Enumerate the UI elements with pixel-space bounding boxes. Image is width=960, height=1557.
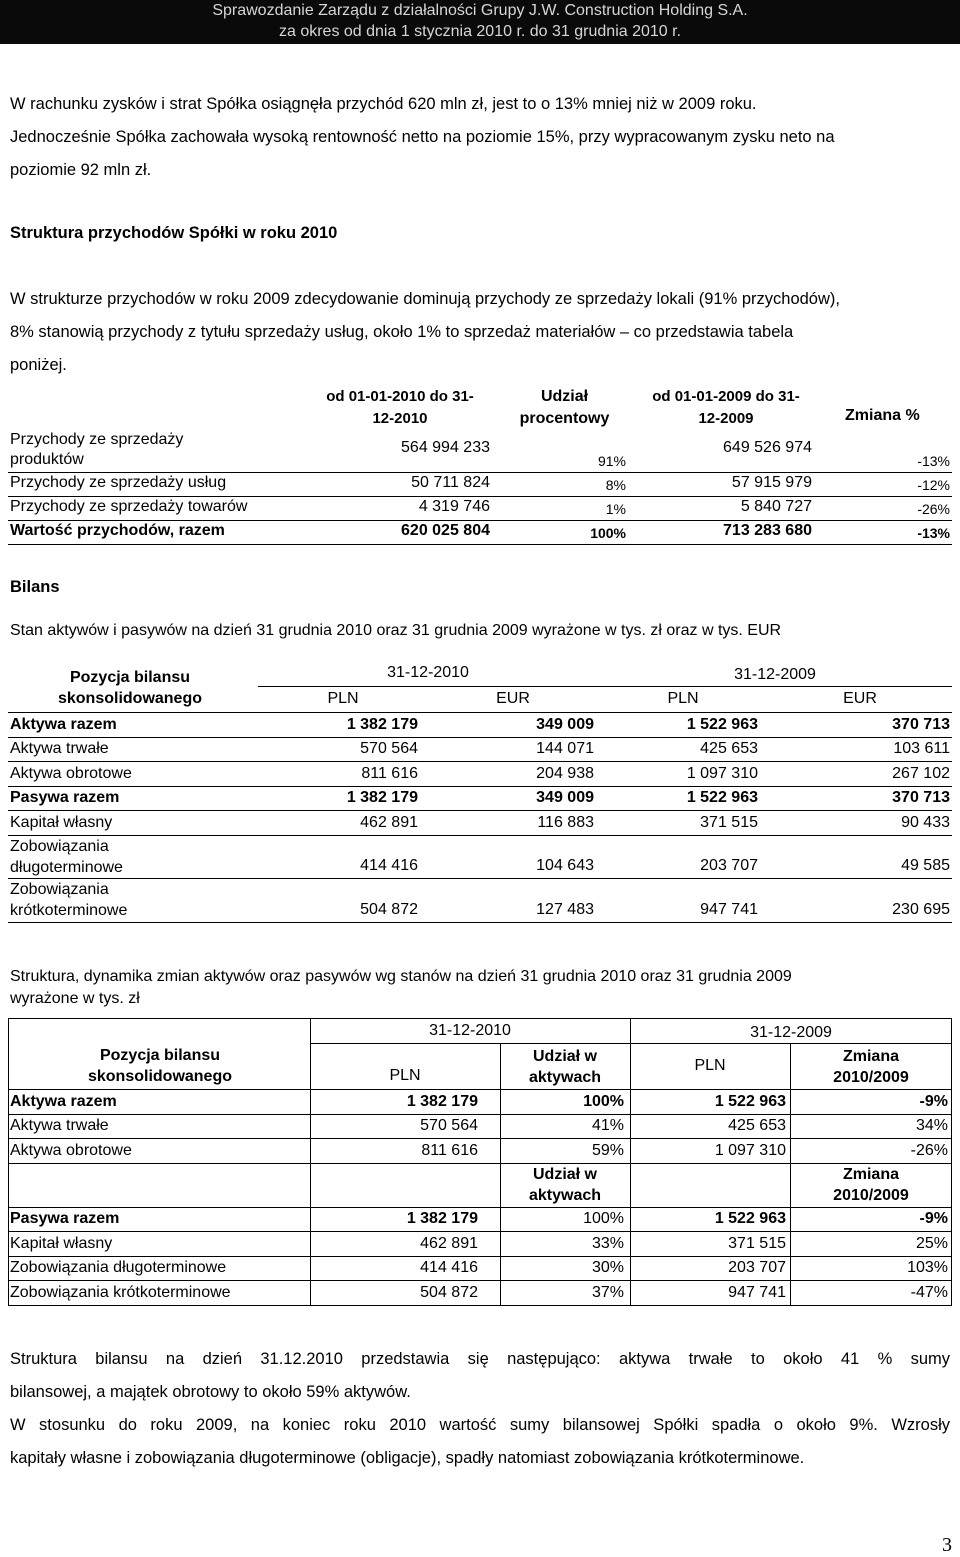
bal-r7-eur2009: 230 695 (892, 901, 950, 918)
rev-total-2009: 713 283 680 (723, 522, 812, 539)
str-a3-pln2010: 811 616 (421, 1142, 478, 1159)
rev-header-change: Zmiana % (845, 407, 920, 424)
str-l4-change: -47% (910, 1284, 948, 1301)
str-l2-label: Kapitał własny (10, 1235, 113, 1252)
bal-r7-pln2009: 947 741 (700, 901, 758, 918)
bal-r1-eur2010: 349 009 (536, 716, 594, 733)
rev-r1-change: -13% (917, 453, 950, 469)
str-l4-pln2010: 504 872 (420, 1284, 478, 1301)
bal-r6-eur2010: 104 643 (536, 857, 594, 874)
bal-r7-label: Zobowiązania krótkoterminowe (10, 881, 128, 919)
str-a1-change: -9% (919, 1093, 948, 1110)
str-vline (630, 1018, 631, 1306)
balance-subtitle: Stan aktywów i pasywów na dzień 31 grudnia 2010 oraz 31 grudnia 2009 wyrażone w tys. zł oraz w tys. EUR (10, 622, 782, 639)
bal-r5-pln2009: 371 515 (700, 814, 758, 831)
str-a3-pln2009: 1 097 310 (714, 1142, 786, 1159)
bal-row-divider (8, 761, 952, 762)
rev-r3-2009: 5 840 727 (740, 498, 812, 515)
bal-r3-pln2009: 1 097 310 (686, 765, 758, 782)
rev-r1-2009: 649 526 974 (723, 439, 812, 456)
str-a2-pln2009: 425 653 (728, 1117, 786, 1134)
str-l1-change: -9% (919, 1210, 948, 1227)
bal-row-divider (8, 810, 952, 811)
bal-r4-eur2009: 370 713 (892, 789, 950, 806)
str-vline (951, 1018, 952, 1306)
str-header-pln-2010: PLN (389, 1067, 421, 1084)
bal-r4-pln2010: 1 382 179 (346, 789, 418, 806)
bal-r2-eur2010: 144 071 (536, 740, 594, 757)
str-top-border (8, 1018, 952, 1019)
bal-r1-label: Aktywa razem (10, 716, 117, 733)
rev-row-divider (8, 544, 952, 545)
revenue-line-3: poniżej. (10, 356, 67, 374)
bal-r4-eur2010: 349 009 (536, 789, 594, 806)
rev-r2-2010: 50 711 824 (411, 474, 490, 491)
str-header-position: Pozycja bilansu skonsolidowanego (87, 1047, 232, 1085)
revenue-line-2: 8% stanowią przychody z tytułu sprzedaży usług, około 1% to sprzedaż materiałów – co przedstawia tabela (10, 323, 794, 341)
bal-r6-label: Zobowiązania długoterminowe (10, 838, 123, 876)
str-header-change: Zmiana 2010/2009 (833, 1048, 909, 1086)
str-l3-pln2010: 414 416 (420, 1259, 478, 1276)
str-header-share: Udział w aktywach (528, 1048, 602, 1086)
bal-r2-pln2009: 425 653 (700, 740, 758, 757)
str-row-divider (8, 1231, 952, 1232)
bal-r5-eur2010: 116 883 (537, 814, 594, 831)
str-a1-share: 100% (583, 1093, 624, 1110)
bal-r5-label: Kapitał własny (10, 814, 113, 831)
rev-header-share: Udział procentowy (519, 388, 610, 427)
str-vline (790, 1043, 791, 1306)
bal-header-2009: 31-12-2009 (734, 666, 816, 683)
str-a1-pln2009: 1 522 963 (714, 1093, 786, 1110)
str-l1-pln2009: 1 522 963 (714, 1210, 786, 1227)
bal-header-pln-2009: PLN (667, 690, 699, 707)
str-l1-share: 100% (583, 1210, 624, 1227)
str-subheader-change: Zmiana 2010/2009 (833, 1166, 909, 1204)
closing-paragraph: Struktura bilansu na dzień 31.12.2010 przedstawia się następująco: aktywa trwałe to około 41 % sumy bilansowej, a majątek obrotowy to około 59% aktywów. W stosunku do roku 2009, na koniec roku 2010 wartość sumy bilansowej Spółki spadła o około 9%. Wzrosły kapitały własne i zobowiązania długoterminowe (obligacje), spadły natomiast zobowiązania krótkoterminowe. (10, 1350, 950, 1467)
str-l2-share: 33% (591, 1235, 624, 1252)
str-a2-change: 34% (915, 1117, 948, 1134)
str-l1-label: Pasywa razem (10, 1210, 120, 1227)
str-row-divider (8, 1256, 952, 1257)
bal-r3-eur2009: 267 102 (892, 765, 950, 782)
bal-r6-pln2009: 203 707 (700, 857, 758, 874)
str-a3-change: -26% (910, 1142, 948, 1159)
str-a2-share: 41% (591, 1117, 624, 1134)
revenue-line-1: W strukturze przychodów w roku 2009 zdecydowanie dominują przychody ze sprzedaży lokali (91% przychodów), (10, 290, 840, 308)
str-a2-label: Aktywa trwałe (10, 1117, 109, 1134)
str-a1-label: Aktywa razem (10, 1093, 117, 1110)
str-l2-pln2010: 462 891 (420, 1235, 478, 1252)
str-subheader-share: Udział w aktywach (528, 1166, 602, 1204)
bal-r1-eur2009: 370 713 (892, 716, 950, 733)
str-vline (500, 1043, 501, 1306)
bal-r7-pln2010: 504 872 (360, 901, 418, 918)
str-l3-share: 30% (591, 1259, 624, 1276)
balance-section-title: Bilans (10, 578, 60, 596)
bal-row-divider (8, 712, 952, 713)
str-row-divider (8, 1207, 952, 1208)
bal-r5-pln2010: 462 891 (360, 814, 418, 831)
bal-row-divider (8, 878, 952, 879)
bal-r2-label: Aktywa trwałe (10, 740, 109, 757)
bal-r2-pln2010: 570 564 (360, 740, 418, 757)
bal-header-pln-2010: PLN (327, 690, 359, 707)
bal-r1-pln2009: 1 522 963 (686, 716, 758, 733)
str-l2-change: 25% (915, 1235, 948, 1252)
rev-row-divider (8, 472, 952, 473)
str-l3-change: 103% (907, 1259, 948, 1276)
rev-r2-label: Przychody ze sprzedaży usług (10, 474, 227, 491)
str-header-2009: 31-12-2009 (750, 1024, 832, 1041)
rev-r1-2010: 564 994 233 (401, 439, 490, 456)
str-vline (310, 1018, 311, 1306)
str-l4-pln2009: 947 741 (728, 1284, 786, 1301)
rev-total-2010: 620 025 804 (401, 522, 490, 539)
str-bottom-border (8, 1305, 952, 1306)
rev-row-divider (8, 496, 952, 497)
str-l3-pln2009: 203 707 (728, 1259, 786, 1276)
str-vline (8, 1018, 9, 1306)
rev-r2-2009: 57 915 979 (731, 474, 812, 491)
rev-r1-share: 91% (597, 453, 626, 469)
bal-r6-eur2009: 49 585 (901, 857, 950, 874)
bal-r6-pln2010: 414 416 (360, 857, 418, 874)
rev-total-share: 100% (590, 525, 626, 541)
str-l4-share: 37% (591, 1284, 624, 1301)
bal-header-divider (258, 686, 952, 687)
header-line-1: Sprawozdanie Zarządu z działalności Grupy J.W. Construction Holding S.A. (212, 2, 748, 19)
str-a2-pln2010: 570 564 (420, 1117, 478, 1134)
bal-header-2010: 31-12-2010 (387, 664, 469, 681)
str-header-divider (310, 1043, 952, 1044)
header-line-2: za okres od dnia 1 stycznia 2010 r. do 31 grudnia 2010 r. (278, 23, 682, 40)
rev-r3-2010: 4 319 746 (418, 498, 490, 515)
bal-r3-pln2010: 811 616 (361, 765, 418, 782)
structure-intro: Struktura, dynamika zmian aktywów oraz pasywów wg stanów na dzień 31 grudnia 2010 oraz 31 grudnia 2009 wyrażone w tys. zł (10, 968, 792, 1007)
str-a3-share: 59% (591, 1142, 624, 1159)
page-number: 3 (942, 1534, 952, 1556)
str-l2-pln2009: 371 515 (728, 1235, 786, 1252)
bal-header-eur-2009: EUR (843, 690, 877, 707)
rev-header-2010: od 01-01-2010 do 31- 12-2010 (326, 388, 474, 427)
rev-r3-share: 1% (605, 501, 626, 517)
str-row-divider (8, 1114, 952, 1115)
str-l4-label: Zobowiązania krótkoterminowe (10, 1284, 231, 1301)
rev-r3-label: Przychody ze sprzedaży towarów (10, 498, 248, 515)
bal-r3-label: Aktywa obrotowe (10, 765, 132, 782)
rev-total-label: Wartość przychodów, razem (10, 522, 225, 539)
rev-r2-change: -12% (917, 477, 950, 493)
bal-r3-eur2010: 204 938 (536, 765, 594, 782)
rev-total-change: -13% (917, 525, 950, 541)
table-row: Przychody ze sprzedaży produktów (10, 431, 184, 468)
bal-header-position: Pozycja bilansu skonsolidowanego (57, 669, 202, 707)
bal-r4-label: Pasywa razem (10, 789, 120, 806)
bal-r2-eur2009: 103 611 (893, 740, 950, 757)
str-l3-label: Zobowiązania długoterminowe (10, 1259, 227, 1276)
bal-r4-pln2009: 1 522 963 (686, 789, 758, 806)
intro-line-3: poziomie 92 mln zł. (10, 161, 152, 179)
str-a1-pln2010: 1 382 179 (406, 1093, 478, 1110)
str-row-divider (8, 1280, 952, 1281)
str-row-divider (8, 1138, 952, 1139)
bal-row-divider (8, 835, 952, 836)
rev-r3-change: -26% (917, 501, 950, 517)
str-header-pln-2009: PLN (694, 1057, 726, 1074)
bal-row-divider (8, 922, 952, 923)
bal-r5-eur2009: 90 433 (901, 814, 950, 831)
bal-row-divider (8, 786, 952, 787)
str-row-divider (8, 1089, 952, 1090)
bal-header-eur-2010: EUR (496, 690, 530, 707)
str-l1-pln2010: 1 382 179 (406, 1210, 478, 1227)
bal-r1-pln2010: 1 382 179 (346, 716, 418, 733)
bal-r7-eur2010: 127 483 (536, 901, 594, 918)
intro-line-1: W rachunku zysków i strat Spółka osiągnęła przychód 620 mln zł, jest to o 13% mniej niż w 2009 roku. (10, 95, 757, 113)
revenue-table (0, 0, 960, 560)
rev-header-2009: od 01-01-2009 do 31- 12-2009 (652, 388, 800, 427)
str-header-2010: 31-12-2010 (429, 1022, 511, 1039)
intro-line-2: Jednocześnie Spółka zachowała wysoką rentowność netto na poziomie 15%, przy wypracowanym zysku neto na (10, 128, 835, 146)
revenue-section-title: Struktura przychodów Spółki w roku 2010 (10, 224, 338, 242)
rev-row-divider (8, 520, 952, 521)
bal-row-divider (8, 737, 952, 738)
rev-r2-share: 8% (605, 477, 626, 493)
str-a3-label: Aktywa obrotowe (10, 1142, 132, 1159)
